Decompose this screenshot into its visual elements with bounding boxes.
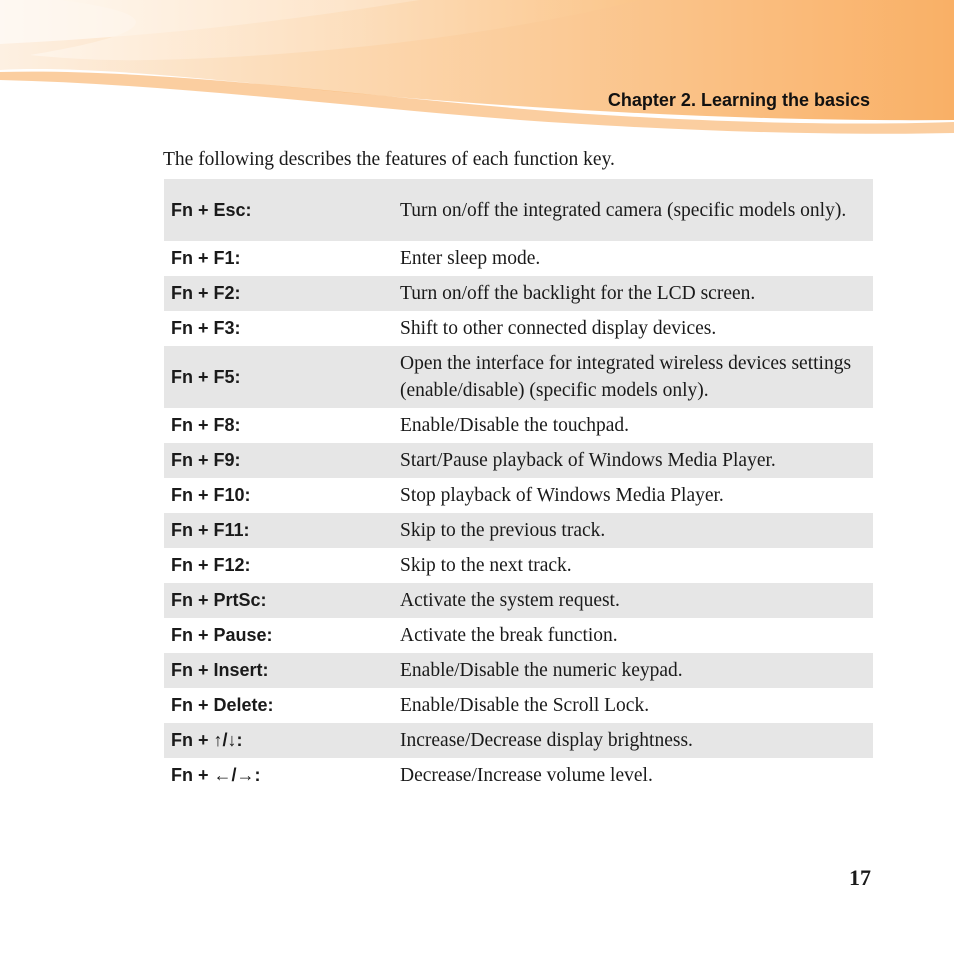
table-row: [164, 583, 873, 618]
table-row: [164, 723, 873, 758]
key-description: Shift to other connected display devices.: [400, 318, 717, 339]
key-label: Fn + Pause:: [171, 625, 273, 645]
key-description: Open the interface for integrated wireless devices settings (enable/disable) (specific models only).: [400, 346, 873, 408]
key-label: Fn + F12:: [171, 555, 251, 575]
key-label: Fn + Insert:: [164, 653, 400, 688]
key-description: Start/Pause playback of Windows Media Player.: [400, 443, 873, 478]
table-row: [164, 478, 873, 513]
table-row: [164, 408, 873, 443]
function-key-table: [164, 179, 873, 793]
table-row: [164, 618, 873, 653]
key-description: Activate the system request.: [400, 583, 873, 618]
key-description: Decrease/Increase volume level.: [400, 765, 653, 786]
table-row: [164, 758, 873, 793]
table-row: [164, 653, 873, 688]
key-label: Fn + F8:: [171, 415, 241, 435]
key-description: Skip to the previous track.: [400, 513, 873, 548]
key-label: Fn + F10:: [171, 485, 251, 505]
key-label: Fn + F2:: [164, 276, 400, 311]
intro-text: The following describes the features of each function key.: [163, 149, 615, 170]
key-label: Fn + ↑/↓:: [164, 723, 400, 758]
table-row: [164, 513, 873, 548]
key-label: Fn + ←/→:: [171, 765, 261, 785]
key-label: Fn + Esc:: [164, 179, 400, 241]
table-row: [164, 311, 873, 346]
key-label: Fn + PrtSc:: [164, 583, 400, 618]
table-row: [164, 241, 873, 276]
chapter-title: Chapter 2. Learning the basics: [607, 90, 870, 110]
table-row: [164, 276, 873, 311]
key-label: Fn + F1:: [171, 248, 241, 268]
key-label: Fn + Delete:: [171, 695, 274, 715]
key-description: Enable/Disable the Scroll Lock.: [400, 695, 650, 716]
table-row: [164, 443, 873, 478]
table-row: [164, 688, 873, 723]
table-row: [164, 548, 873, 583]
key-description: Increase/Decrease display brightness.: [400, 723, 873, 758]
table-row: [164, 179, 873, 241]
key-label: Fn + F9:: [164, 443, 400, 478]
key-description: Activate the break function.: [400, 625, 618, 646]
key-description: Turn on/off the backlight for the LCD screen.: [400, 276, 873, 311]
table-row: [164, 346, 873, 408]
header-swoosh-graphic: [0, 0, 954, 140]
page-number: 17: [849, 865, 871, 890]
key-label: Fn + F5:: [164, 346, 400, 408]
key-description: Enter sleep mode.: [400, 248, 541, 269]
key-description: Enable/Disable the touchpad.: [400, 415, 630, 436]
key-label: Fn + F11:: [164, 513, 400, 548]
key-description: Stop playback of Windows Media Player.: [400, 485, 724, 506]
key-description: Enable/Disable the numeric keypad.: [400, 653, 873, 688]
key-description: Skip to the next track.: [400, 555, 572, 576]
key-description: Turn on/off the integrated camera (specific models only).: [400, 179, 873, 241]
key-label: Fn + F3:: [171, 318, 241, 338]
